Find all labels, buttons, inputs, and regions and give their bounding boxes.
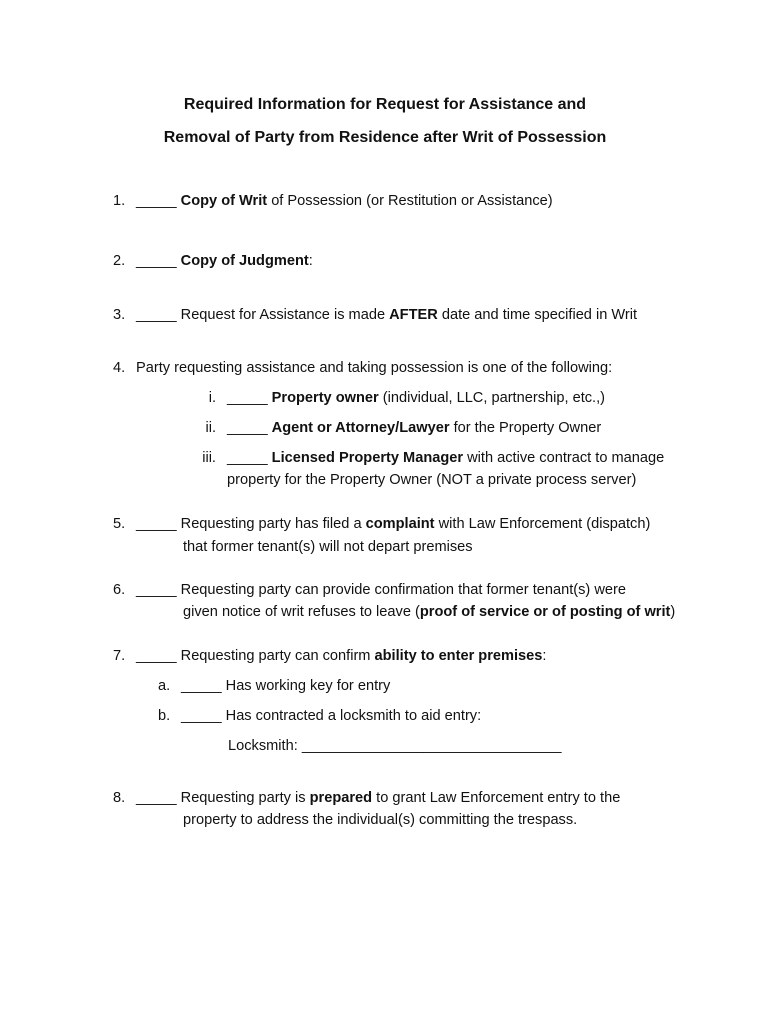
item-text: _____ Copy of Judgment: xyxy=(136,253,313,269)
document-title-line-2: Removal of Party from Residence after Writ of Possession xyxy=(163,129,607,146)
checkbox-blank[interactable]: _____ xyxy=(227,420,268,436)
item-bold-text: Copy of Writ xyxy=(180,193,268,209)
item-text: _____ Requesting party is prepared to grant Law Enforcement entry to the xyxy=(136,790,621,806)
sub-item-text: _____ Agent or Attorney/Lawyer for the Property Owner xyxy=(227,420,602,436)
checkbox-blank[interactable]: _____ xyxy=(227,450,268,466)
item-text: _____ Requesting party has filed a complaint with Law Enforcement (dispatch) xyxy=(136,516,651,532)
sub-item-continuation: property for the Property Owner (NOT a private process server) xyxy=(227,472,637,488)
checkbox-blank[interactable]: _____ xyxy=(181,678,222,694)
item-continuation: given notice of writ refuses to leave (proof of service or of posting of writ) xyxy=(183,604,676,620)
item-number: 2. xyxy=(113,253,126,269)
checkbox-blank[interactable]: _____ xyxy=(136,253,177,269)
document-title-line-1: Required Information for Request for Assistance and xyxy=(183,96,587,113)
checkbox-blank[interactable]: _____ xyxy=(136,307,177,323)
locksmith-blank[interactable]: ________________________________ xyxy=(301,738,562,754)
item-text: Party requesting assistance and taking possession is one of the following: xyxy=(136,360,613,376)
sub-item-number: a. xyxy=(158,678,171,694)
item-number: 4. xyxy=(113,360,126,376)
item-text: _____ Requesting party can provide confirmation that former tenant(s) were xyxy=(136,582,626,598)
item-bold-text: proof of service or of posting of writ xyxy=(419,604,671,620)
item-number: 6. xyxy=(113,582,126,598)
sub-item-text: _____ Property owner (individual, LLC, partnership, etc.,) xyxy=(227,390,606,406)
item-bold-text: ability to enter premises xyxy=(374,648,543,664)
item-number: 8. xyxy=(113,790,126,806)
sub-item-number: iii. xyxy=(202,450,216,466)
sub-item-text: _____ Has working key for entry xyxy=(181,678,391,694)
checkbox-blank[interactable]: _____ xyxy=(136,790,177,806)
checkbox-blank[interactable]: _____ xyxy=(136,582,177,598)
item-number: 3. xyxy=(113,307,126,323)
item-continuation: that former tenant(s) will not depart premises xyxy=(183,539,473,555)
locksmith-field xyxy=(228,736,562,756)
sub-item-number: i. xyxy=(208,390,216,406)
sub-item-text: _____ Has contracted a locksmith to aid entry: xyxy=(181,708,482,724)
item-bold-text: complaint xyxy=(365,516,435,532)
item-number: 5. xyxy=(113,516,126,532)
item-text: _____ Copy of Writ of Possession (or Restitution or Assistance) xyxy=(136,193,553,209)
checkbox-blank[interactable]: _____ xyxy=(227,390,268,406)
sub-item-text: _____ Licensed Property Manager with active contract to manage xyxy=(227,450,665,466)
item-number: 1. xyxy=(113,193,126,209)
sub-item-number: ii. xyxy=(205,420,216,436)
item-continuation: property to address the individual(s) committing the trespass. xyxy=(183,812,578,828)
item-text: _____ Requesting party can confirm ability to enter premises: xyxy=(136,648,547,664)
checkbox-blank[interactable]: _____ xyxy=(136,193,177,209)
item-bold-text: AFTER xyxy=(389,307,438,323)
locksmith-label: Locksmith: xyxy=(228,738,302,754)
item-bold-text: prepared xyxy=(309,790,373,806)
item-bold-text: Copy of Judgment xyxy=(180,253,309,269)
checkbox-blank[interactable]: _____ xyxy=(136,648,177,664)
item-number: 7. xyxy=(113,648,126,664)
checkbox-blank[interactable]: _____ xyxy=(136,516,177,532)
checkbox-blank[interactable]: _____ xyxy=(181,708,222,724)
sub-item-number: b. xyxy=(158,708,171,724)
item-text: _____ Request for Assistance is made AFTER date and time specified in Writ xyxy=(136,307,638,323)
